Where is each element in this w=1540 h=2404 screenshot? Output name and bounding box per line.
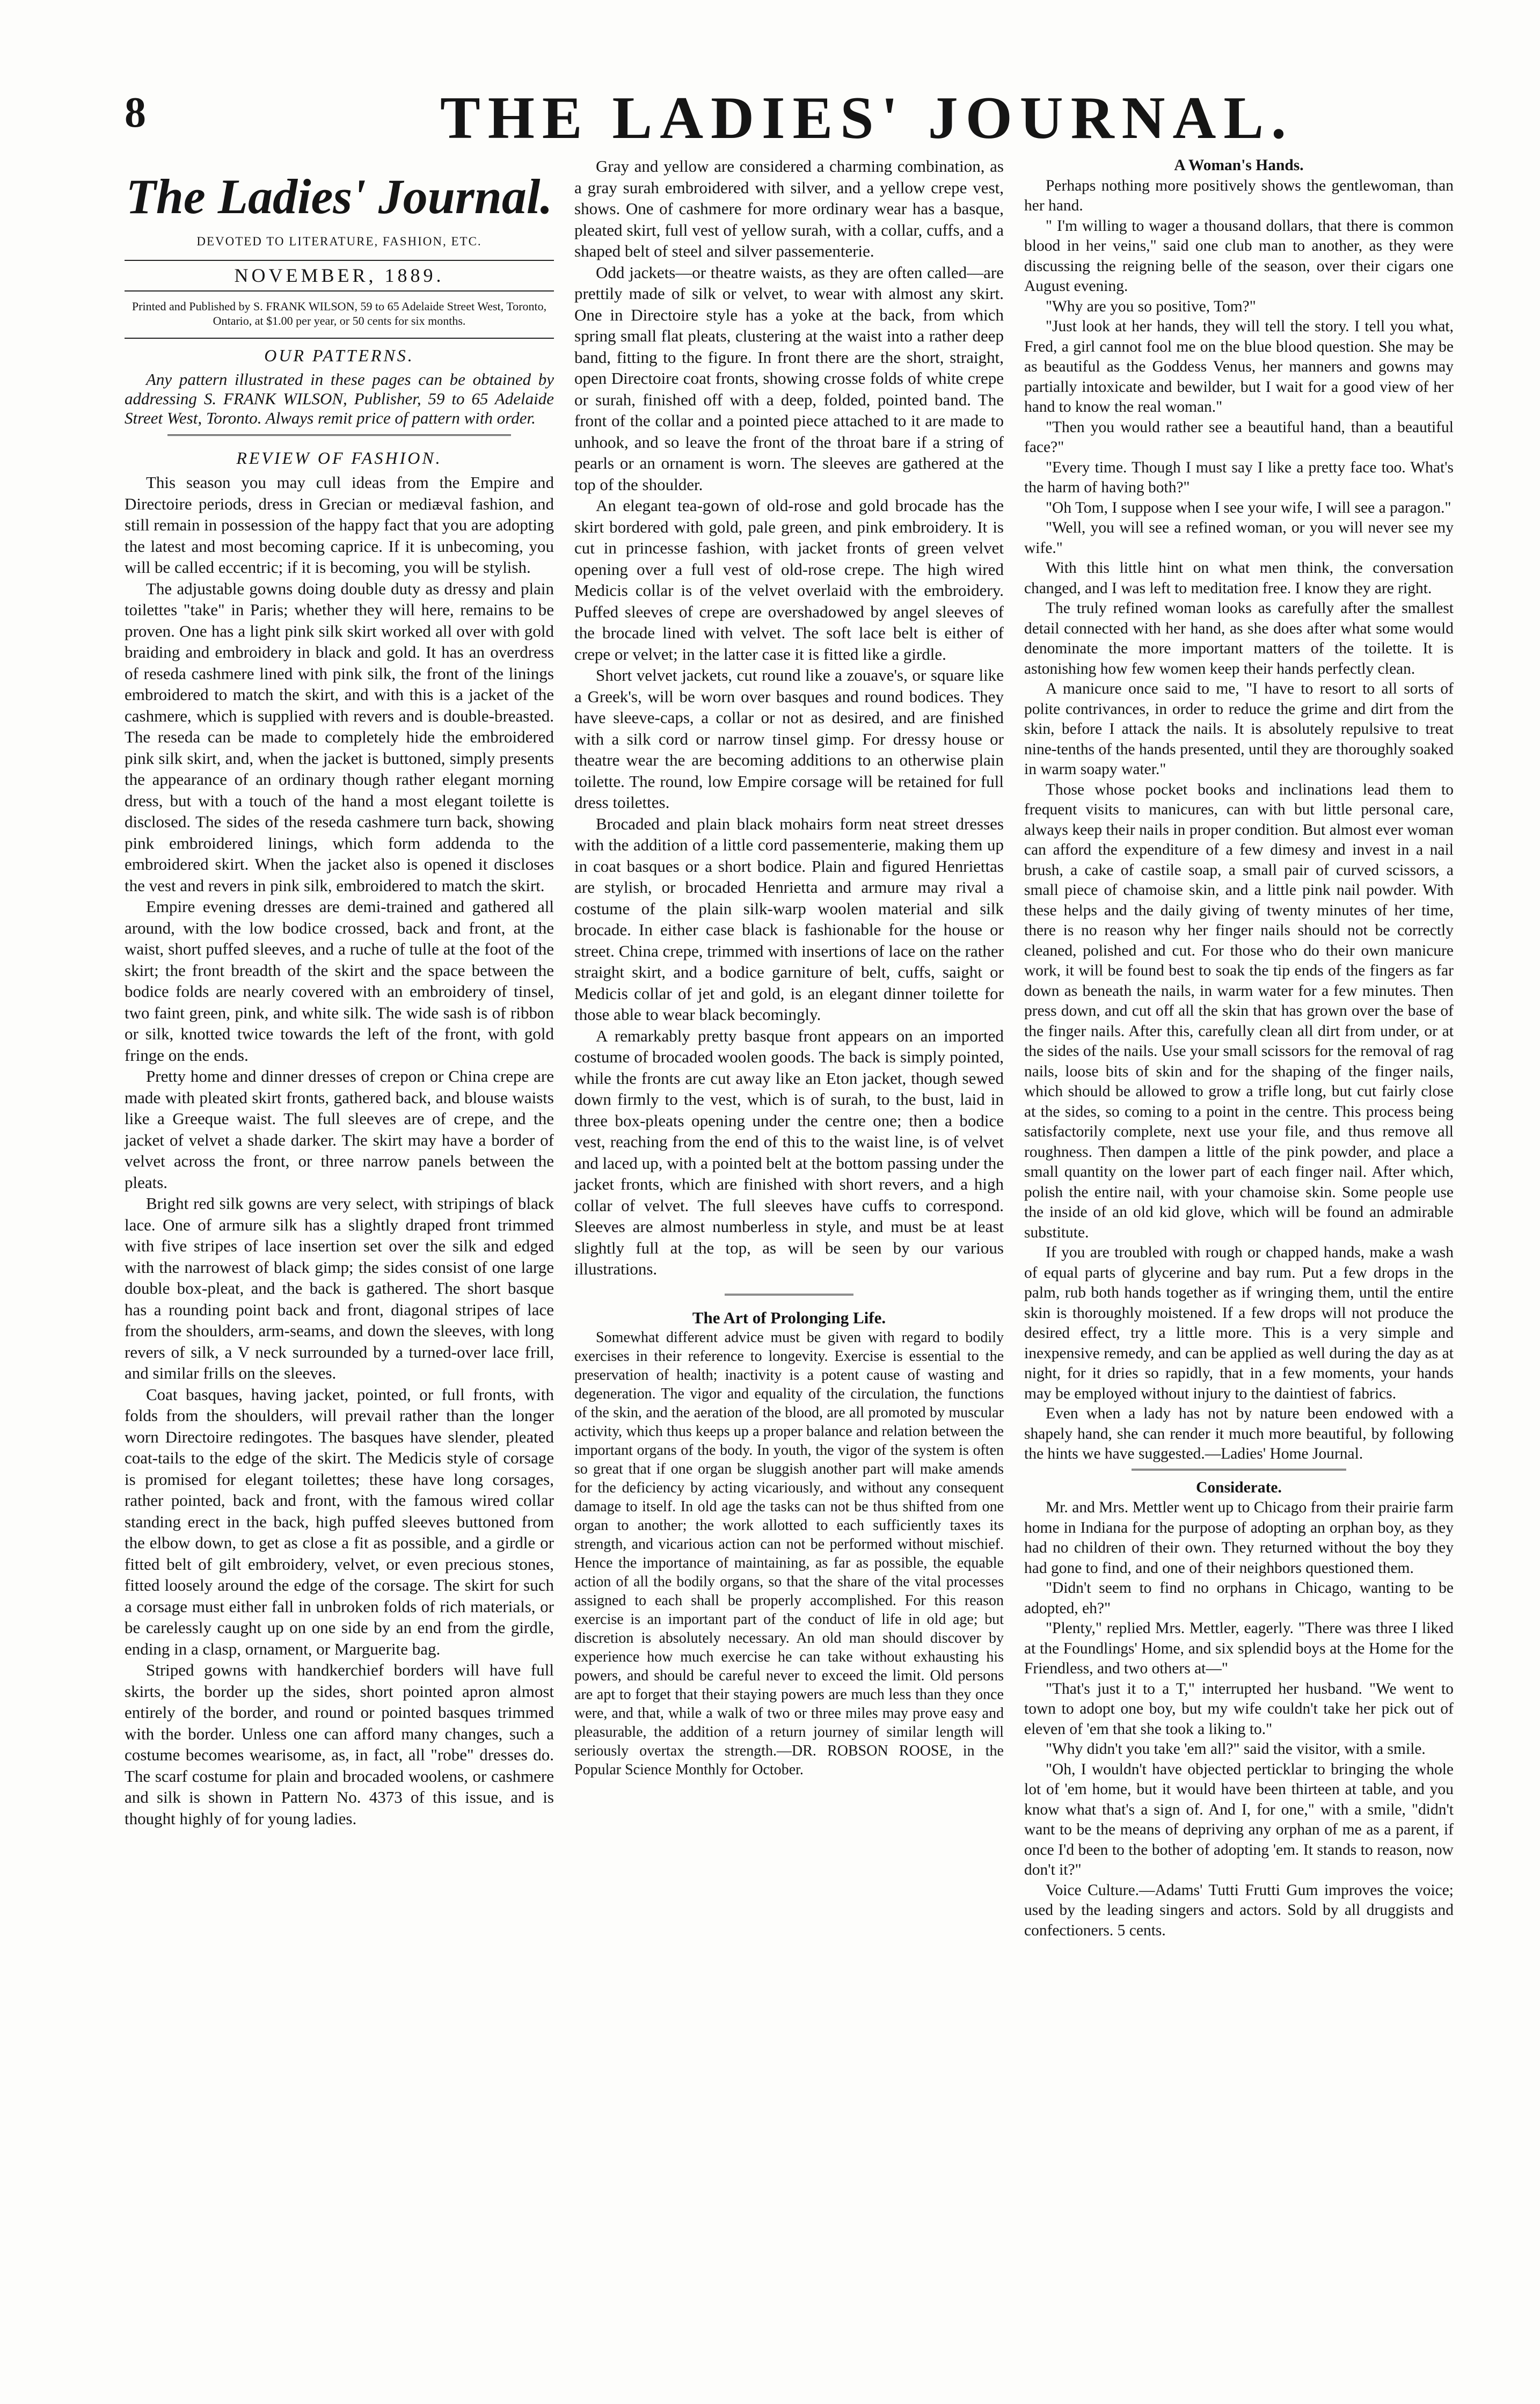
hands-paragraph: Even when a lady has not by nature been endowed with a shapely hand, she can render it much more beautiful, by following the hints we have suggested.—Ladies' Home Journal.: [1024, 1405, 1454, 1462]
ornament-divider: [167, 434, 511, 440]
review-heading: REVIEW OF FASHION.: [236, 448, 442, 468]
review-paragraph: Bright red silk gowns are very select, with stripings of black lace. One of armure silk has a slightly draped front trimmed with five stripes of lace insertion set over the silk and edged with the narrowest of black gimp; the sides consist of one large double box-pleat, and the back is gathered. The short basque has a rounding point back and front, diagonal stripes of lace from the shoulders, arm-seams, and down the sleeves, with long revers of silk, a V neck surrounded by a turned-over lace frill, and similar frills on the sleeves.: [125, 1194, 554, 1382]
prolonging-paragraph: Somewhat different advice must be given with regard to bodily exercises in their reference to longevity. Exercise is essential to the preservation of health; inactivity is a potent cause of wasting and degeneration. The vigor and equality of the circulation, the functions of the skin, and the aeration of the blood, are all promoted by muscular activity, which thus keeps up a proper balance and relation between the important organs of the body. In youth, the vigor of the system is often so great that if one organ be sluggish another part will make amends for the deficiency by acting vicariously, and without any consequent damage to itself. In old age the tasks can not be thus shifted from one organ to another; the work allotted to each sufficiently taxes its strength, and vicarious action can not be performed without mischief. Hence the importance of maintaining, as far as possible, the equable action of all the bodily organs, so that the share of the vital processes assigned to each shall be properly accomplished. For this reason exercise is an important part of the conduct of life in old age; but discretion is absolutely necessary. An old man should discover by experience how much exercise he can take without exhausting his powers, and should be careful never to exceed the limit. Old persons are apt to forget that their staying powers are much less than they once were, and that, while a walk of two or three miles may prove easy and pleasurable, the addition of a return journey of similar length will seriously overtax the strength.—DR. ROBSON ROOSE, in the Popular Science Monthly for October.: [574, 1329, 1004, 1778]
hands-paragraph: "Then you would rather see a beautiful hand, than a beautiful face?": [1024, 418, 1454, 456]
publisher-line: Printed and Published by S. FRANK WILSON, 59 to 65 Adelaide Street West, Toronto, Ontario, at $1.00 per year, or 50 cents for six months.: [132, 300, 547, 327]
considerate-heading: Considerate.: [1196, 1478, 1282, 1496]
hands-paragraph: "Every time. Though I must say I like a pretty face too. What's the harm of having both?": [1024, 458, 1454, 496]
hands-paragraph: "Oh Tom, I suppose when I see your wife, I will see a paragon.": [1046, 499, 1451, 516]
review-paragraph: Odd jackets—or theatre waists, as they are often called—are prettily made of silk or velvet, to wear with almost any skirt. One in Directoire style has a yoke at the back, from which spring small flat pleats, clustering at the waist into a rather deep band, fitting to the figure. In front there are the short, straight, open Directoire coat fronts, showing crosse folds of white crepe or surah, finished off with a deep, folded, pointed band. The front of the collar and a pointed piece attached to it are made to unhook, and so leave the front of the throat bare if a string of pearls or an ornament is worn. The sleeves are gathered at the top of the shoulder.: [574, 263, 1004, 494]
ornament-divider: [1132, 1469, 1346, 1475]
review-paragraph: Short velvet jackets, cut round like a zouave's, or square like a Greek's, will be worn over basques and round bodices. They have sleeve-caps, a collar or not as desired, and are finished with a silk cord or narrow tinsel gimp. For dressy house or theatre wear the are becoming additions to an otherwise plain toilette. The round, low Empire corsage will be retained for full dress toilettes.: [574, 666, 1004, 812]
patterns-notice: Any pattern illustrated in these pages can be obtained by addressing S. FRANK WILSON, Publisher, 59 to 65 Adelaide Street West, Toronto. Always remit price of pattern with order.: [125, 369, 554, 427]
hands-paragraph: With this little hint on what men think, the conversation changed, and I was left to meditation free. I know they are right.: [1024, 559, 1454, 597]
hands-paragraph: The truly refined woman looks as carefully after the smallest detail connected with her hand, as she does after what some would denominate the more important matters of the toilette. It is astonishing how few women keep their hands perfectly clean.: [1024, 600, 1454, 678]
issue-date: NOVEMBER, 1889.: [125, 260, 554, 292]
review-paragraph: A remarkably pretty basque front appears on an imported costume of brocaded woolen goods. The back is simply pointed, while the fronts are cut away like an Eton jacket, though sewed down firmly to the vest, which is of surah, to the bust, laid in three box-pleats opening under the centre one; then a bodice vest, reaching from the end of this to the waist line, is of velvet and laced up, with a pointed belt at the bottom passing under the jacket fronts, which are finished with short revers, and a high collar of velvet. The full sleeves have cuffs to correspond. Sleeves are almost numberless in style, and must be at least slightly full at the top, as will be seen by our various illustrations.: [574, 1026, 1004, 1278]
column-2: [574, 156, 1004, 1779]
review-paragraph: Striped gowns with handkerchief borders will have full skirts, the border up the sides, short pointed apron almost entirely of the border, and round or pointed basques trimmed with the border. Unless one can afford many changes, such a costume becomes wearisome, as, in fact, all "robe" dresses do. The scarf costume for plain and brocaded woolens, or cashmere and silk is shown in Pattern No. 4373 of this issue, and is thought highly of for young ladies.: [125, 1660, 554, 1828]
masthead-tagline: DEVOTED TO LITERATURE, FASHION, ETC.: [196, 235, 482, 248]
hands-paragraph: Those whose pocket books and inclinations lead them to frequent visits to manicures, can with but little personal care, always keep their nails in proper condition. But almost ever woman can afford the expenditure of a few dimesy and invest in a nail brush, a cake of castile soap, a small pair of curved scissors, a small piece of chamoise skin, and a little pink nail powder. With these helps and the daily giving of twenty minutes of her time, there is no reason why her finger nails should not be correctly cleaned, polished and cut. For those who do their own manicure work, it will be found best to soak the tip ends of the fingers as far down as beneath the nails, in warm water for a few minutes. Then press down, and cut off all the skin that has grown over the base of the finger nails. After this, carefully clean all dirt from under, or at the sides of the nails. Use your small scissors for the removal of rag nails, loose bits of skin and for the shaping of the finger nails, which should be allowed to grow a trifle long, but cut fairly close at the sides, so coming to a point in the centre. This process being satisfactorily complete, next use your file, and thus remove all roughness. Then dampen a little of the pink powder, and place a small quantity on the lower part of each finger nail. After which, polish the entire nail, with your chamoise skin. Some people use the inside of an old kid glove, which will be found an admirable substitute.: [1024, 781, 1454, 1241]
considerate-paragraph: "Oh, I wouldn't have objected perticklar to bringing the whole lot of 'em home, but it would have been thirteen at table, and you know what that's a sign of. And I, for one," with a smile, "didn't want to be the means of depriving any orphan of me as a parent, if once I'd been to the bother of adopting 'em. It stands to reason, now don't it?": [1024, 1760, 1454, 1878]
hands-paragraph: "Just look at her hands, they will tell the story. I tell you what, Fred, a girl cannot fool me on the blue blood question. She may be as beautiful as the Goddess Venus, her manners and gowns may partially intoxicate and bewilder, but I wait for a good view of her hand to know the real woman.": [1024, 318, 1454, 416]
review-paragraph: The adjustable gowns doing double duty as dressy and plain toilettes "take" in Paris; whether they will here, remains to be proven. One has a light pink silk skirt worked all over with gold braiding and embroidery in black and gold. It has an overdress of reseda cashmere lined with pink silk, the front of the linings embroidered to match the skirt, and with this is a jacket of the cashmere, which is supplied with revers and is double-breasted. The reseda can be made to completely hide the embroidered pink silk skirt, and, when the jacket is buttoned, simply presents the appearance of an ordinary though rather elegant morning dress, but with a touch of the hand a most elegant toilette is disclosed. The sides of the reseda cashmere turn back, showing pink embroidered linings, which form addenda to the embroidered skirt. When the jacket also is opened it discloses the vest and revers in pink silk, embroidered to match the skirt.: [125, 579, 554, 895]
hands-paragraph: "Well, you will see a refined woman, or you will never see my wife.": [1024, 519, 1454, 557]
review-paragraph: Coat basques, having jacket, pointed, or full fronts, with folds from the shoulders, will prevail rather than the longer worn Directoire redingotes. The basques have slender, pleated coat-tails to the edge of the skirt. The Medicis style of corsage is promised for elegant toilettes; these have long corsages, rather pointed, back and front, with the famous wired collar standing erect in the back, high puffed sleeves buttoned from the elbow down, to get as close a fit as possible, and a girdle or fitted belt of gilt embroidery, velvet, or even precious stones, fitted loosely around the edge of the corsage. The skirt for such a corsage must either fall in unbroken folds of rich materials, or be carelessly caught up on one side by an end from the girdle, ending in a clasp, ornament, or Marguerite bag.: [125, 1385, 554, 1658]
ornament-divider: [725, 1294, 853, 1300]
journal-title: THE LADIES' JOURNAL.: [440, 85, 1294, 151]
prolonging-heading: The Art of Prolonging Life.: [692, 1308, 886, 1327]
column-1: [125, 156, 554, 1829]
review-paragraph: This season you may cull ideas from the Empire and Directoire periods, dress in Grecian or mediæval fashion, and still remain in possession of the happy fact that you are adopting the latest and most becoming caprice. If it is unbecoming, you will be called eccentric; if it is becoming, you will be stylish.: [125, 473, 554, 577]
hands-paragraph: " I'm willing to wager a thousand dollars, that there is common blood in her veins," said one club man to another, as they were discussing the reigning belle of the season, over their cigars one August evening.: [1024, 217, 1454, 295]
review-paragraph: Empire evening dresses are demi-trained and gathered all around, with the low bodice crossed, back and front, at the waist, short puffed sleeves, and a ruche of tulle at the foot of the skirt; the front breadth of the skirt and the space between the bodice folds are nearly covered with an embroidery of tinsel, two faint green, pink, and white silk. The wide sash is of ribbon or silk, knotted twice towards the left of the front, with gold fringe on the ends.: [125, 897, 554, 1065]
review-paragraph: Pretty home and dinner dresses of crepon or China crepe are made with pleated skirt fronts, gathered back, and blouse waists like a Greeque waist. The full sleeves are of crepe, and the jacket of velvet a shade darker. The skirt may have a border of velvet across the front, or three narrow panels between the pleats.: [125, 1067, 554, 1192]
review-paragraph: Gray and yellow are considered a charming combination, as a gray surah embroidered with silver, and a yellow crepe vest, shows. One of cashmere for more ordinary wear has a basque, pleated skirt, full vest of yellow surah, with a collar, cuffs, and a shaped belt of steel and silver passementerie.: [574, 157, 1004, 260]
page-number: 8: [125, 89, 146, 136]
review-paragraph: An elegant tea-gown of old-rose and gold brocade has the skirt bordered with gold, pale green, and pink embroidery. It is cut in princesse fashion, with jacket fronts of green velvet opening over a full vest of old-rose crepe. The high wired Medicis collar is of the velvet overlaid with the embroidery. Puffed sleeves of crepe are overshadowed by angel sleeves of the brocade lined with velvet. The soft lace belt is either of crepe or velvet; in the latter case it is fitted like a girdle.: [574, 496, 1004, 664]
column-3: [1024, 156, 1454, 1941]
hands-paragraph: A manicure once said to me, "I have to resort to all sorts of polite contrivances, in order to reduce the grime and dirt from the skin, before I attack the nails. It is absolutely repulsive to treat nine-tenths of the hands presented, until they are thoroughly soaked in warm soapy water.": [1024, 680, 1454, 778]
hands-heading: A Woman's Hands.: [1174, 157, 1304, 174]
hands-paragraph: "Why are you so positive, Tom?": [1046, 297, 1256, 315]
considerate-paragraph: "That's just it to a T," interrupted her husband. "We went to town to adopt one boy, but my wife couldn't take her pick out of eleven of 'em that she took a liking to.": [1024, 1680, 1454, 1738]
patterns-heading: OUR PATTERNS.: [125, 338, 554, 367]
considerate-paragraph: "Didn't seem to find no orphans in Chicago, wanting to be adopted, eh?": [1024, 1579, 1454, 1617]
review-paragraph: Brocaded and plain black mohairs form neat street dresses with the addition of a little cord passementerie, making them up in coat basques or a short bodice. Plain and figured Henriettas are stylish, or brocaded Henrietta and armure may rival a costume of the plain silk-warp woolen material and silk brocade. In either case black is fashionable for the house or street. China crepe, trimmed with insertions of lace on the rather straight skirt, and a bodice garniture of belt, cuffs, saight or Medicis collar of jet and gold, is an elegant dinner toilette for those able to wear black becomingly.: [574, 814, 1004, 1024]
considerate-paragraph: Mr. and Mrs. Mettler went up to Chicago from their prairie farm home in Indiana for the purpose of adopting an orphan boy, as they had no children of their own. They returned without the boy they had gone to find, and one of their neighbors questioned them.: [1024, 1499, 1454, 1577]
considerate-paragraph: "Plenty," replied Mrs. Mettler, eagerly. "There was three I liked at the Foundlings' Home, and six splendid boys at the Home for the Friendless, and two others at—": [1024, 1620, 1454, 1677]
hands-paragraph: Perhaps nothing more positively shows the gentlewoman, than her hand.: [1024, 177, 1454, 214]
advertisement: Voice Culture.—Adams' Tutti Frutti Gum improves the voice; used by the leading singers and actors. Sold by all druggists and confectioners. 5 cents.: [1024, 1881, 1454, 1939]
hands-paragraph: If you are troubled with rough or chapped hands, make a wash of equal parts of glycerine and bay rum. Put a few drops in the palm, rub both hands together as if wringing them, until the entire skin is thoroughly moistened. If a few drops will not produce the desired effect, try a little more. This is a very simple and inexpensive remedy, and can be applied as well during the day as at night, for it dries so rapidly, that in a few moments, your hands may be employed without injury to the daintiest of fabrics.: [1024, 1244, 1454, 1402]
masthead-name: The Ladies' Journal.: [126, 169, 553, 224]
considerate-paragraph: "Why didn't you take 'em all?" said the visitor, with a smile.: [1046, 1740, 1426, 1758]
